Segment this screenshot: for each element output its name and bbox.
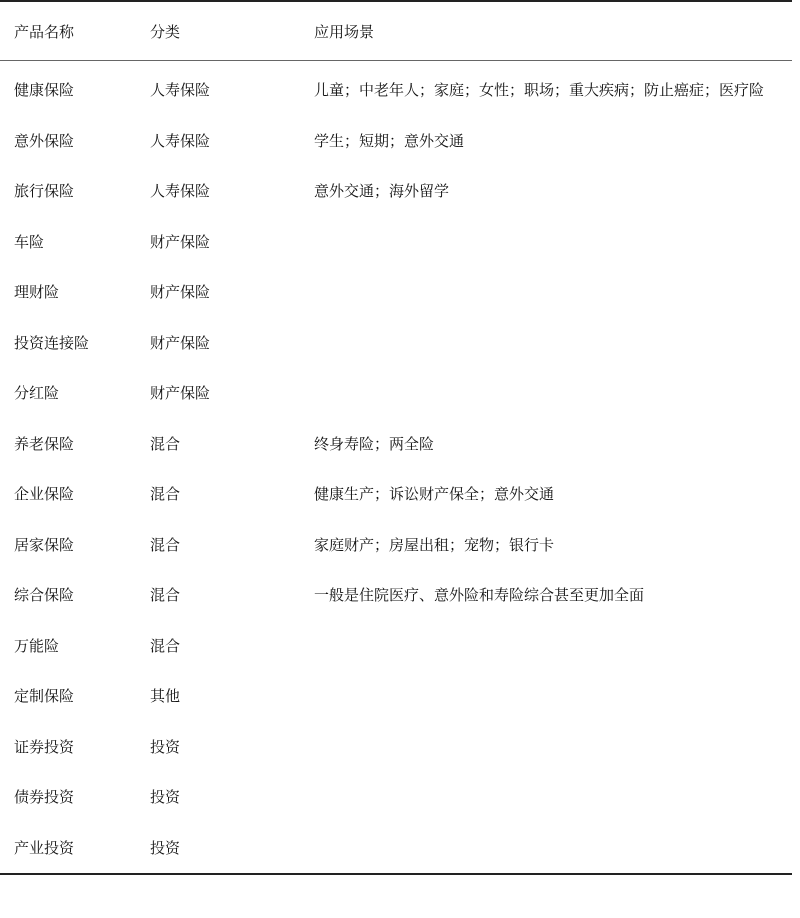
header-product-name: 产品名称	[14, 22, 75, 41]
table-row	[0, 772, 792, 823]
cell-product-name: 万能险	[14, 636, 60, 655]
header-row	[0, 1, 792, 61]
cell-product-name: 健康保险	[14, 81, 75, 100]
cell-category: 投资	[150, 788, 181, 807]
cell-scenario	[300, 267, 792, 318]
cell-scenario	[300, 217, 792, 268]
cell-scenario: 终身寿险；两全险	[314, 434, 435, 453]
cell-scenario	[300, 823, 792, 875]
header-category: 分类	[150, 22, 181, 41]
cell-product-name: 分红险	[14, 384, 60, 403]
cell-product-name: 投资连接险	[14, 333, 90, 352]
table-row	[0, 469, 792, 520]
cell-scenario: 儿童；中老年人；家庭；女性；职场；重大疾病；防止癌症；医疗险	[314, 81, 765, 100]
table-row	[0, 520, 792, 571]
cell-category: 其他	[150, 687, 181, 706]
cell-scenario	[300, 318, 792, 369]
cell-product-name: 企业保险	[14, 485, 75, 504]
cell-scenario	[300, 621, 792, 672]
cell-scenario: 意外交通；海外留学	[314, 182, 450, 201]
cell-product-name: 定制保险	[14, 687, 75, 706]
table-row	[0, 267, 792, 318]
cell-category: 人寿保险	[150, 81, 211, 100]
table-row	[0, 116, 792, 167]
table-row	[0, 671, 792, 722]
table-row	[0, 318, 792, 369]
table-row	[0, 621, 792, 672]
cell-product-name: 证券投资	[14, 737, 75, 756]
header-scenario: 应用场景	[314, 22, 375, 41]
cell-category: 混合	[150, 434, 181, 453]
cell-product-name: 理财险	[14, 283, 60, 302]
cell-scenario	[300, 772, 792, 823]
cell-category: 财产保险	[150, 232, 211, 251]
cell-product-name: 车险	[14, 232, 45, 251]
table-row	[0, 166, 792, 217]
cell-category: 投资	[150, 737, 181, 756]
cell-scenario: 健康生产；诉讼财产保全；意外交通	[314, 485, 555, 504]
cell-scenario: 学生；短期；意外交通	[314, 131, 465, 150]
cell-scenario	[300, 368, 792, 419]
table-row	[0, 368, 792, 419]
cell-category: 投资	[150, 838, 181, 857]
cell-category: 混合	[150, 636, 181, 655]
cell-category: 财产保险	[150, 384, 211, 403]
cell-category: 人寿保险	[150, 131, 211, 150]
cell-category: 混合	[150, 535, 181, 554]
cell-category: 财产保险	[150, 283, 211, 302]
cell-product-name: 债券投资	[14, 788, 75, 807]
cell-scenario	[300, 722, 792, 773]
cell-product-name: 旅行保险	[14, 182, 75, 201]
cell-scenario: 一般是住院医疗、意外险和寿险综合甚至更加全面	[314, 586, 645, 605]
cell-category: 混合	[150, 586, 181, 605]
table-row	[0, 217, 792, 268]
cell-category: 财产保险	[150, 333, 211, 352]
cell-product-name: 产业投资	[14, 838, 75, 857]
cell-product-name: 养老保险	[14, 434, 75, 453]
table-row	[0, 570, 792, 621]
cell-product-name: 综合保险	[14, 586, 75, 605]
table-header	[0, 1, 792, 61]
cell-product-name: 意外保险	[14, 131, 75, 150]
table-body	[0, 61, 792, 875]
table-row	[0, 823, 792, 875]
table-row	[0, 61, 792, 116]
cell-product-name: 居家保险	[14, 535, 75, 554]
cell-category: 混合	[150, 485, 181, 504]
table-row	[0, 419, 792, 470]
cell-scenario	[300, 671, 792, 722]
table-row	[0, 722, 792, 773]
cell-category: 人寿保险	[150, 182, 211, 201]
cell-scenario: 家庭财产；房屋出租；宠物；银行卡	[314, 535, 555, 554]
